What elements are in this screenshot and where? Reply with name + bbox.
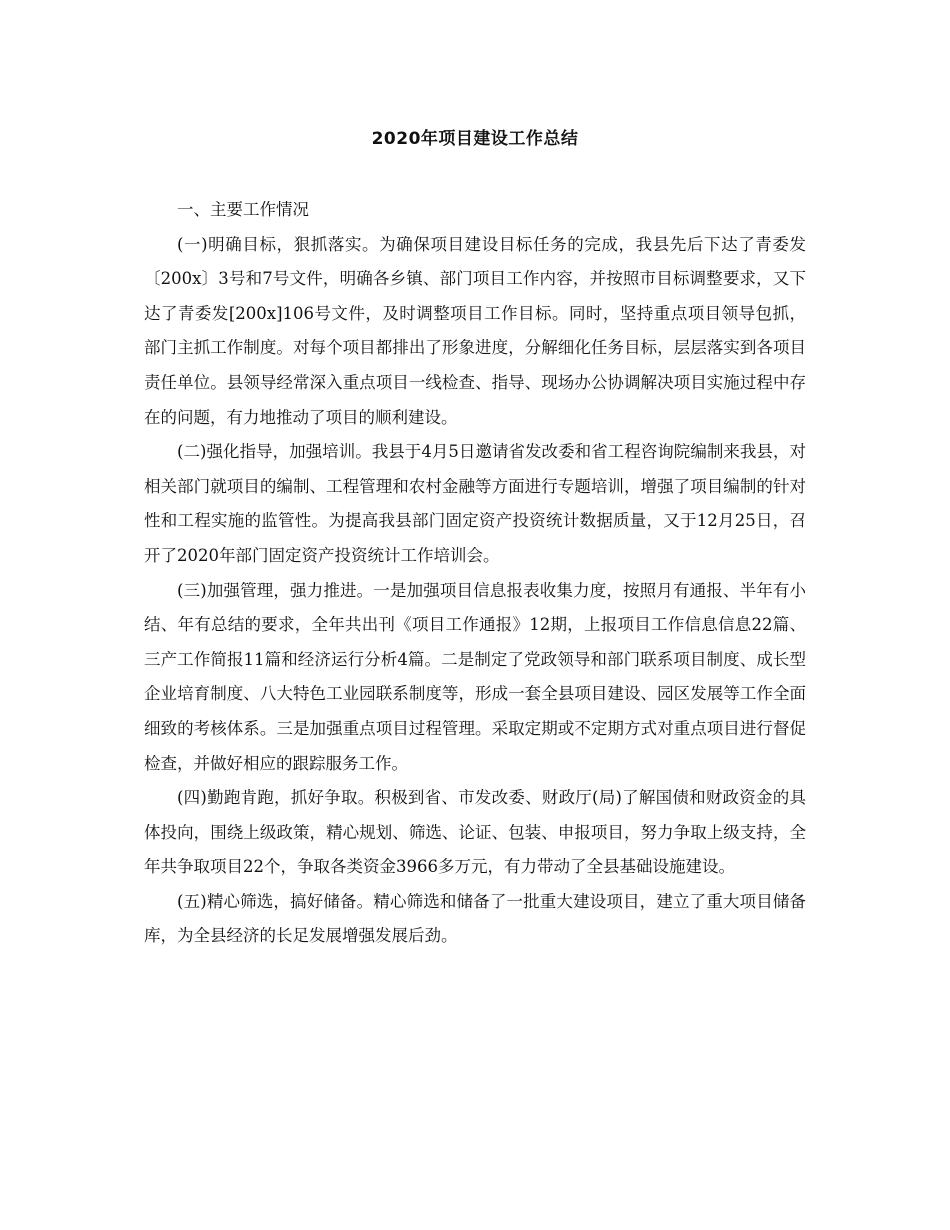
paragraph-4: (四)勤跑肯跑，抓好争取。积极到省、市发改委、财政厅(局)了解国债和财政资金的具体投向，围绕上级政策，精心规划、筛选、论证、包装、申报项目，努力争取上级支持，全年共争取项目22个，争取各类资金3966多万元，有力带动了全县基础设施建设。 (144, 788, 806, 877)
paragraph-5: (五)精心筛选，搞好储备。精心筛选和储备了一批重大建设项目，建立了重大项目储备库，为全县经济的长足发展增强发展后劲。 (144, 891, 806, 946)
paragraph-3: (三)加强管理，强力推进。一是加强项目信息报表收集力度，按照月有通报、半年有小结、年有总结的要求，全年共出刊《项目工作通报》12期，上报项目工作信息信息22篇、三产工作简报11篇和经济运行分析4篇。二是制定了党政领导和部门联系项目制度、成长型企业培育制度、八大特色工业园联系制度等，形成一套全县项目建设、园区发展等工作全面细致的考核体系。三是加强重点项目过程管理。采取定期或不定期方式对重点项目进行督促检查，并做好相应的跟踪服务工作。 (144, 580, 806, 773)
document-title: 2020年项目建设工作总结 (371, 129, 579, 149)
paragraph-2: (二)强化指导，加强培训。我县于4月5日邀请省发改委和省工程咨询院编制来我县，对相关部门就项目的编制、工程管理和农村金融等方面进行专题培训，增强了项目编制的针对性和工程实施的监管性。为提高我县部门固定资产投资统计数据质量，又于12月25日，召开了2020年部门固定资产投资统计工作培训会。 (144, 442, 806, 565)
paragraph-1: (一)明确目标，狠抓落实。为确保项目建设目标任务的完成，我县先后下达了青委发〔200x〕3号和7号文件，明确各乡镇、部门项目工作内容，并按照市目标调整要求，又下达了青委发[200x]106号文件，及时调整项目工作目标。同时，坚持重点项目领导包抓，部门主抓工作制度。对每个项目都排出了形象进度，分解细化任务目标，层层落实到各项目责任单位。县领导经常深入重点项目一线检查、指导、现场办公协调解决项目实施过程中存在的问题，有力地推动了项目的顺利建设。 (144, 234, 806, 427)
document-body (144, 193, 806, 954)
section-heading: 一、主要工作情况 (177, 200, 309, 219)
